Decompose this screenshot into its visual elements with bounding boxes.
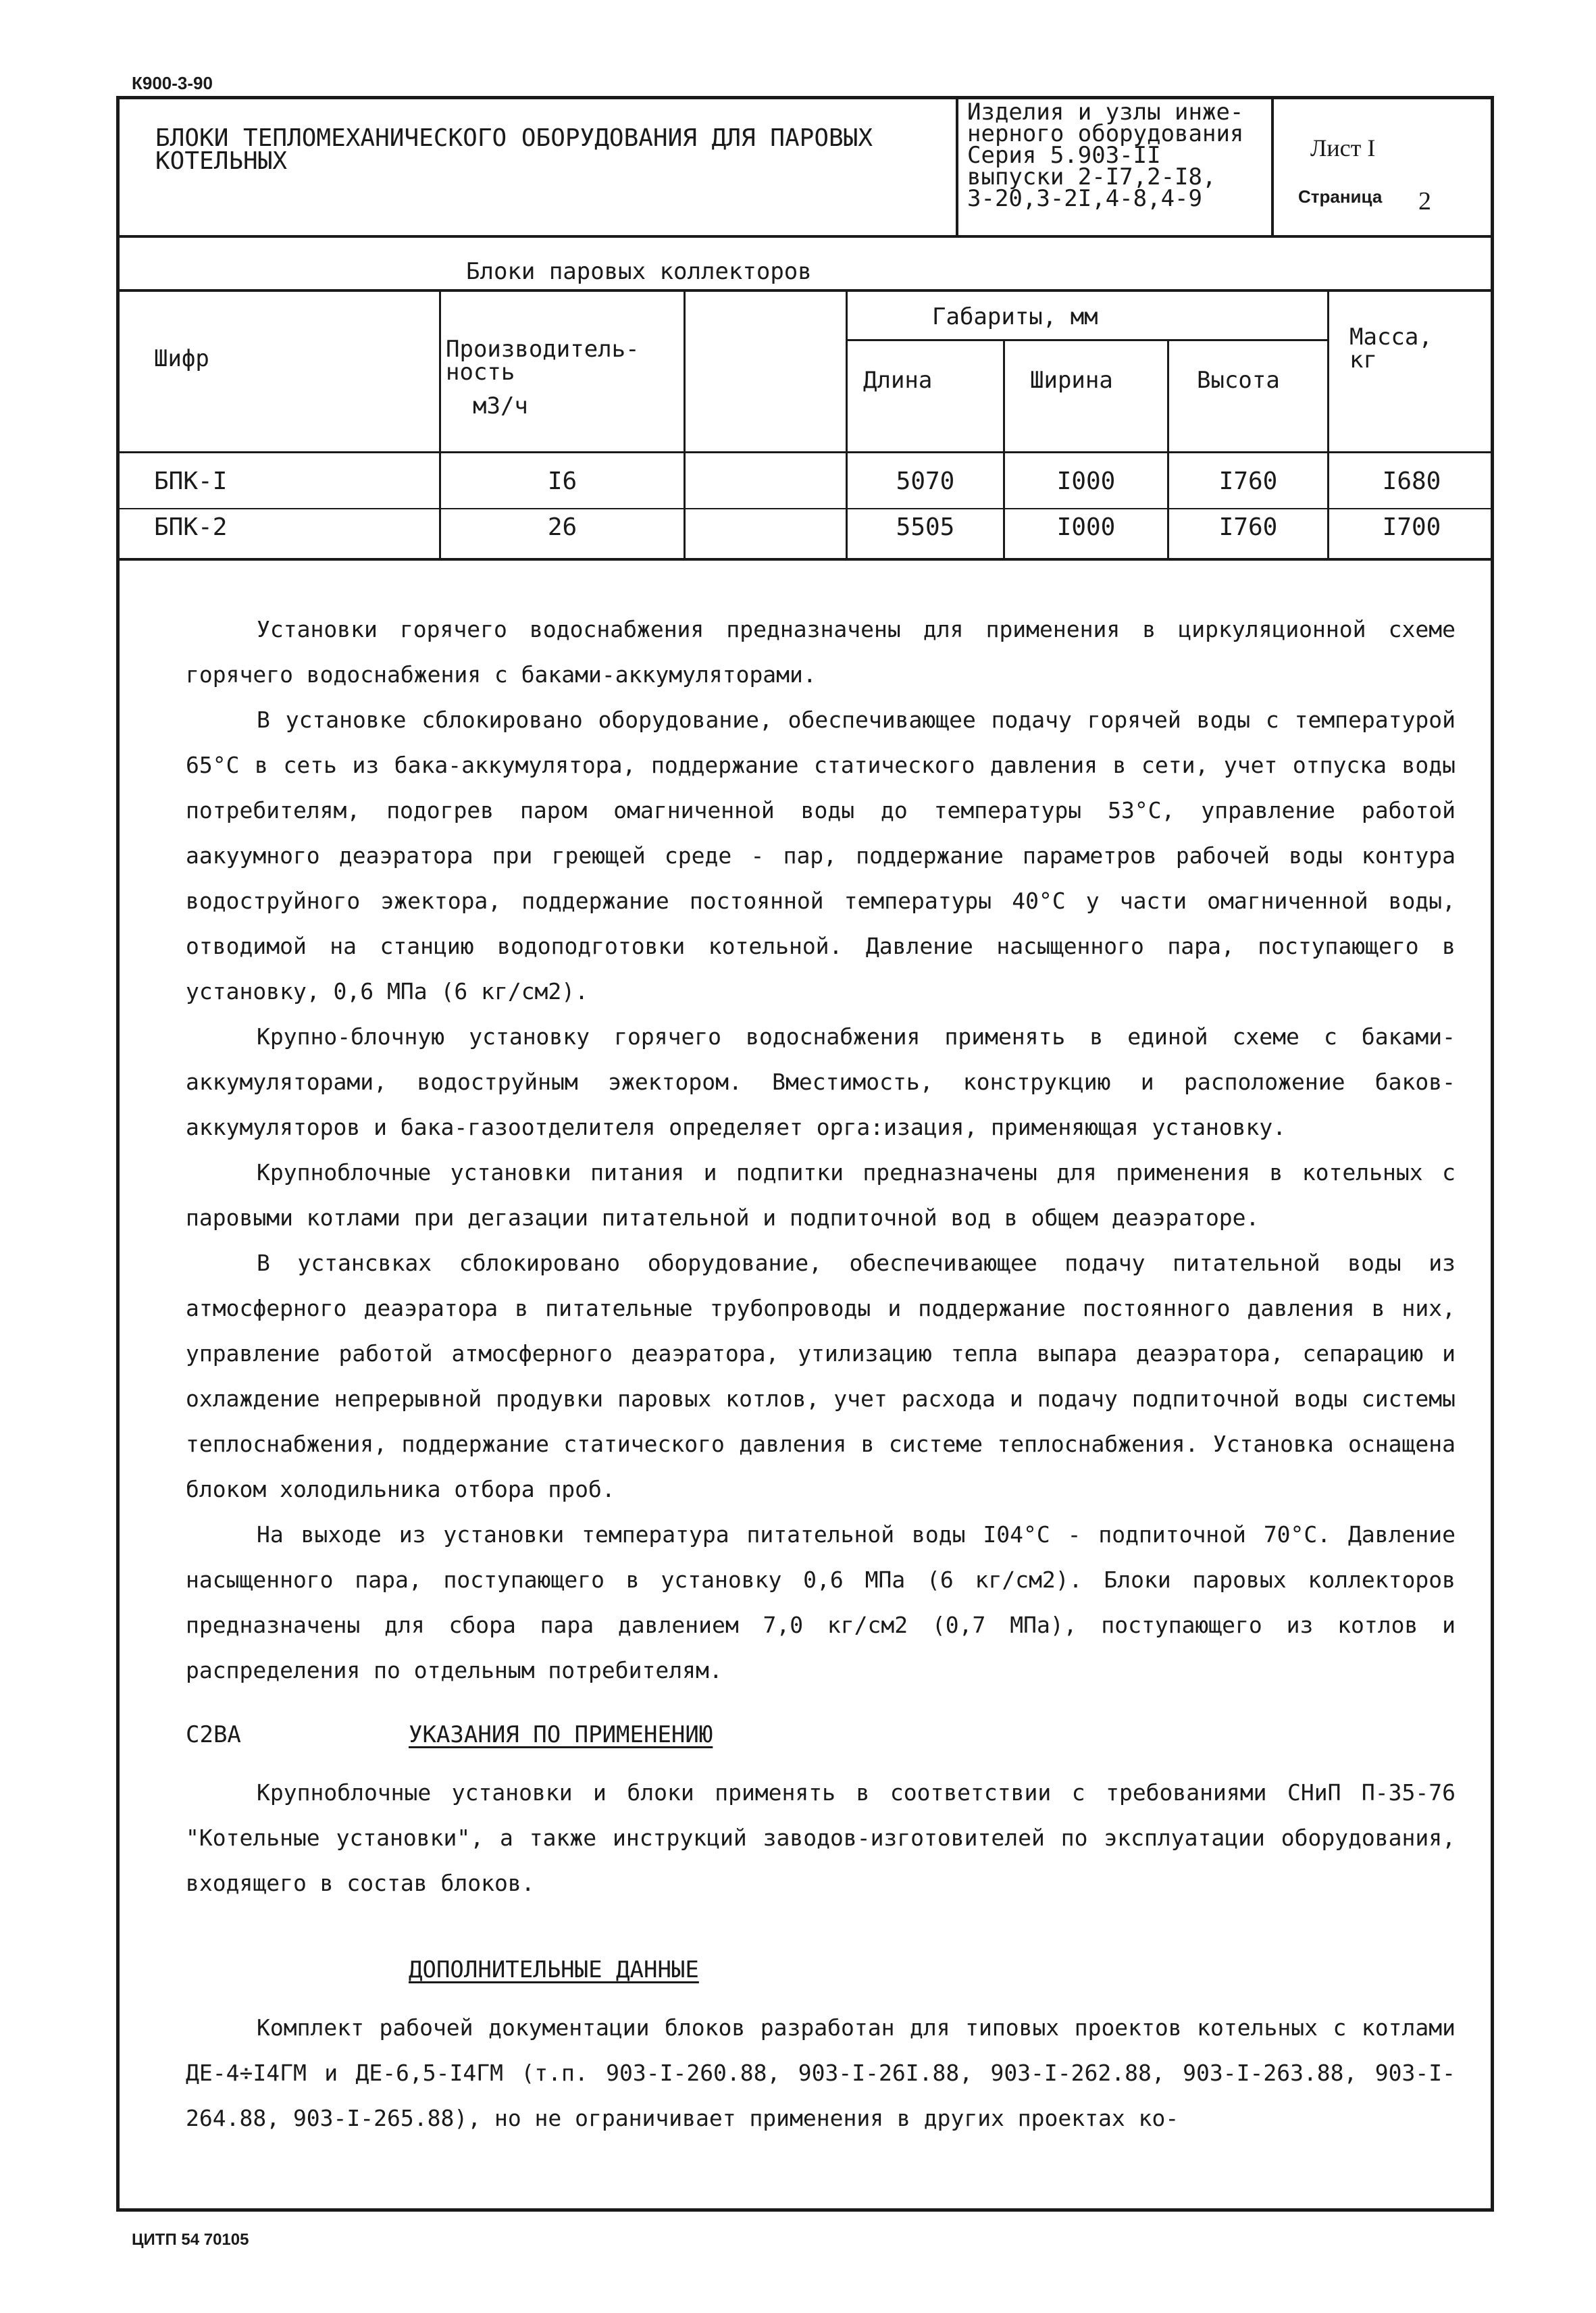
table-header-bottom [116, 451, 1494, 453]
table-cell-mass: I680 [1382, 467, 1441, 495]
section-code: С2ВА [186, 1721, 241, 1748]
document-title: БЛОКИ ТЕПЛОМЕХАНИЧЕСКОГО ОБОРУДОВАНИЯ ДЛЯ ПАРОВЫХ КОТЕЛЬНЫХ [155, 124, 873, 175]
series-line: Изделия и узлы инже- [967, 99, 1244, 126]
body-text [186, 607, 1456, 1693]
table-cell-width: I000 [1056, 467, 1116, 495]
table-header-mass: Масса, кг [1349, 324, 1433, 374]
paragraph: Крупно-блочную установку горячего водоснабжения применять в единой схеме с баками-аккумуляторами, водоструйным эжектором. Вместимость, конструкцию и расположение баков-аккумуляторов и бака-газоотделителя определяет орга:изация, применяющая установку. [186, 1023, 1456, 1140]
paragraph: В установке сблокировано оборудование, обеспечивающее подачу горячей воды с температурой 65°С в сеть из бака-аккумулятора, поддержание статического давления в сети, учет отпуска воды потребителям, подогрев паром омагниченной воды до температуры 53°С, управление работой аакуумного деаэратора при греющей среде - пар, поддержание параметров рабочей воды контура водоструйного эжектора, поддержание постоянной температуры 40°С у части омагниченной воды, отводимой на станцию водоподготовки котельной. Давление насыщенного пара, поступающего в установку, 0,6 МПа (6 кг/см2). [186, 707, 1456, 1005]
header-divider-1 [956, 96, 958, 236]
table-cell-capacity: 26 [547, 513, 577, 541]
usage-text [186, 1770, 1456, 1906]
additional-text [186, 2005, 1456, 2141]
table-cell-mass: I700 [1382, 513, 1441, 541]
header-divider-2 [1271, 96, 1274, 236]
series-line: выпуски 2-I7,2-I8, [967, 163, 1216, 190]
document-code: К900-3-90 [132, 73, 213, 93]
footer-code: ЦИТП 54 70105 [132, 2231, 249, 2249]
series-line: нерного оборудования [967, 120, 1244, 147]
paragraph: Установки горячего водоснабжения предназначены для применения в циркуляционной схеме горячего водоснабжения с баками-аккумуляторами. [186, 616, 1456, 688]
table-header-height: Высота [1197, 367, 1280, 394]
table-header-width: Ширина [1030, 367, 1113, 394]
table-cell-height: I760 [1218, 467, 1278, 495]
table-col-line [684, 290, 686, 559]
caption-bottom-line [116, 289, 1494, 292]
sheet-number: Лист I [1310, 134, 1376, 161]
series-info [967, 99, 1264, 212]
table-header-capacity-unit: м3/ч [473, 392, 528, 420]
table-cell-length: 5505 [896, 513, 955, 541]
paragraph: На выходе из установки температура питательной воды I04°С - подпиточной 70°С. Давление насыщенного пара, поступающего в установку 0,6 МПа (6 кг/см2). Блоки паровых коллекторов предназначены для сбора пара давлением 7,0 кг/см2 (0,7 МПа), поступающего из котлов и распределения по отдельным потребителям. [186, 1521, 1456, 1683]
paragraph: Комплект рабочей документации блоков разработан для типовых проектов котельных с котлами ДЕ-4÷I4ГМ и ДЕ-6,5-I4ГМ (т.п. 903-I-260.88, 903-I-26I.88, 903-I-262.88, 903-I-263.88, 903-I-264.88, 903-I-265.88), но не ограничивает применения в других проектах ко- [186, 2014, 1456, 2131]
paragraph: Крупноблочные установки и блоки применять в соответствии с требованиями СНиП П-35-76 "Котельные установки", а также инструкций заводов-изготовителей по эксплуатации оборудования, входящего в состав блоков. [186, 1779, 1456, 1896]
table-header-capacity: Производитель-ность [446, 336, 640, 386]
table-cell-length: 5070 [896, 467, 955, 495]
table-header-dimensions: Габариты, мм [932, 303, 1098, 330]
table-row-line [116, 508, 1494, 509]
table-cell-height: I760 [1218, 513, 1278, 541]
table-cell-code: БПК-2 [154, 513, 228, 541]
series-line: 3-20,3-2I,4-8,4-9 [967, 185, 1202, 212]
page-number: 2 [1418, 187, 1431, 215]
table-subheader-line [846, 339, 1329, 341]
section-heading-usage: УКАЗАНИЯ ПО ПРИМЕНЕНИЮ [409, 1721, 713, 1748]
section-heading-additional: ДОПОЛНИТЕЛЬНЫЕ ДАННЫЕ [409, 1956, 699, 1983]
table-cell-code: БПК-I [154, 467, 228, 495]
table-cell-capacity: I6 [547, 467, 577, 495]
table-bottom-line [116, 558, 1494, 561]
table-header-length: Длина [863, 367, 933, 394]
page-label: Страница [1298, 186, 1383, 207]
table-header-code: Шифр [154, 345, 209, 372]
series-line: Серия 5.903-II [967, 142, 1161, 169]
header-bottom-line [116, 235, 1494, 238]
paragraph: Крупноблочные установки питания и подпитки предназначены для применения в котельных с паровыми котлами при дегазации питательной и подпиточной вод в общем деаэраторе. [186, 1159, 1456, 1231]
paragraph: В устансвках сблокировано оборудование, обеспечивающее подачу питательной воды из атмосферного деаэратора в питательные трубопроводы и поддержание постоянного давления в них, управление работой атмосферного деаэратора, утилизацию тепла выпара деаэратора, сепарацию и охлаждение непрерывной продувки паровых котлов, учет расхода и подачу подпиточной воды системы теплоснабжения, поддержание статического давления в системе теплоснабжения. Установка оснащена блоком холодильника отбора проб. [186, 1250, 1456, 1502]
table-caption: Блоки паровых коллекторов [466, 258, 812, 285]
table-cell-width: I000 [1056, 513, 1116, 541]
